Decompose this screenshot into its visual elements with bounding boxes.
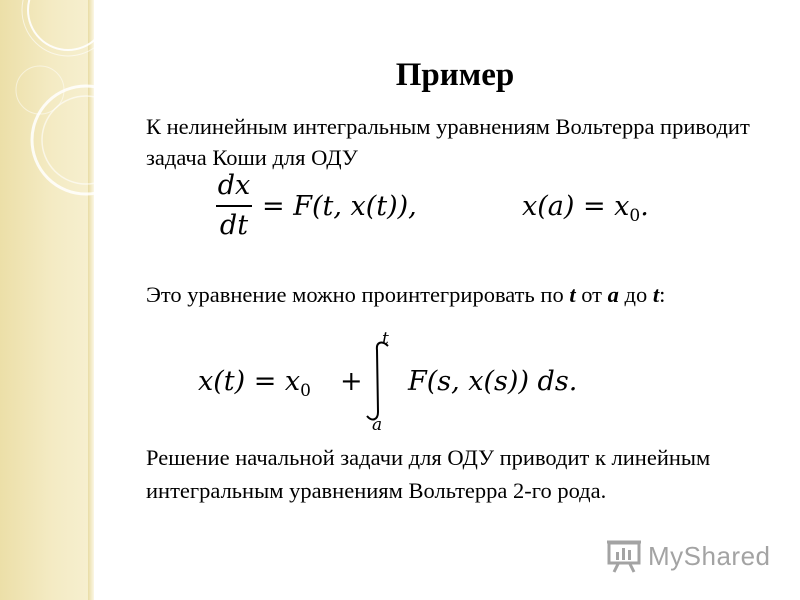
eq1-denominator: dt [219,210,249,240]
eq2-integrand: F(s, x(s)) ds. [408,366,578,397]
equation-volterra-integral [196,332,626,432]
var-a: a [607,282,619,307]
slide-title: Пример [395,57,515,93]
eq2-plus: + [340,366,363,397]
paragraph-conclusion: Решение начальной задачи для ОДУ приводит к линейным интегральным уравнениям Вольтерра 2-го рода. [146,445,711,503]
equation-cauchy-problem [212,170,682,240]
watermark-text: MyShared [648,541,771,571]
para2-suffix: : [659,282,666,307]
eq1-numerator: dx [217,170,251,201]
paragraph-integrate [146,279,786,310]
presentation-board-icon [606,538,644,574]
eq2-lower-limit: a [372,415,383,432]
para2-mid2: до [618,282,653,307]
eq2-lhs: $x(t) = x_0$ [198,366,311,401]
para2-mid1: от [575,282,608,307]
decorative-circles [0,0,120,260]
para2-prefix: Это уравнение можно проинтегрировать по [146,282,570,307]
var-t: t [569,282,576,307]
paragraph-intro: К нелинейным интегральным уравнениям Вольтерра приводит задача Коши для ОДУ [146,114,750,170]
eq1-rhs: = F(t, x(t)), [262,191,417,222]
var-t-upper: t [652,282,660,307]
watermark [606,538,776,574]
integral-sign [367,343,388,420]
eq1-initial-condition: $x(a) = x_0$. [522,191,649,226]
eq2-upper-limit: t [382,332,389,349]
